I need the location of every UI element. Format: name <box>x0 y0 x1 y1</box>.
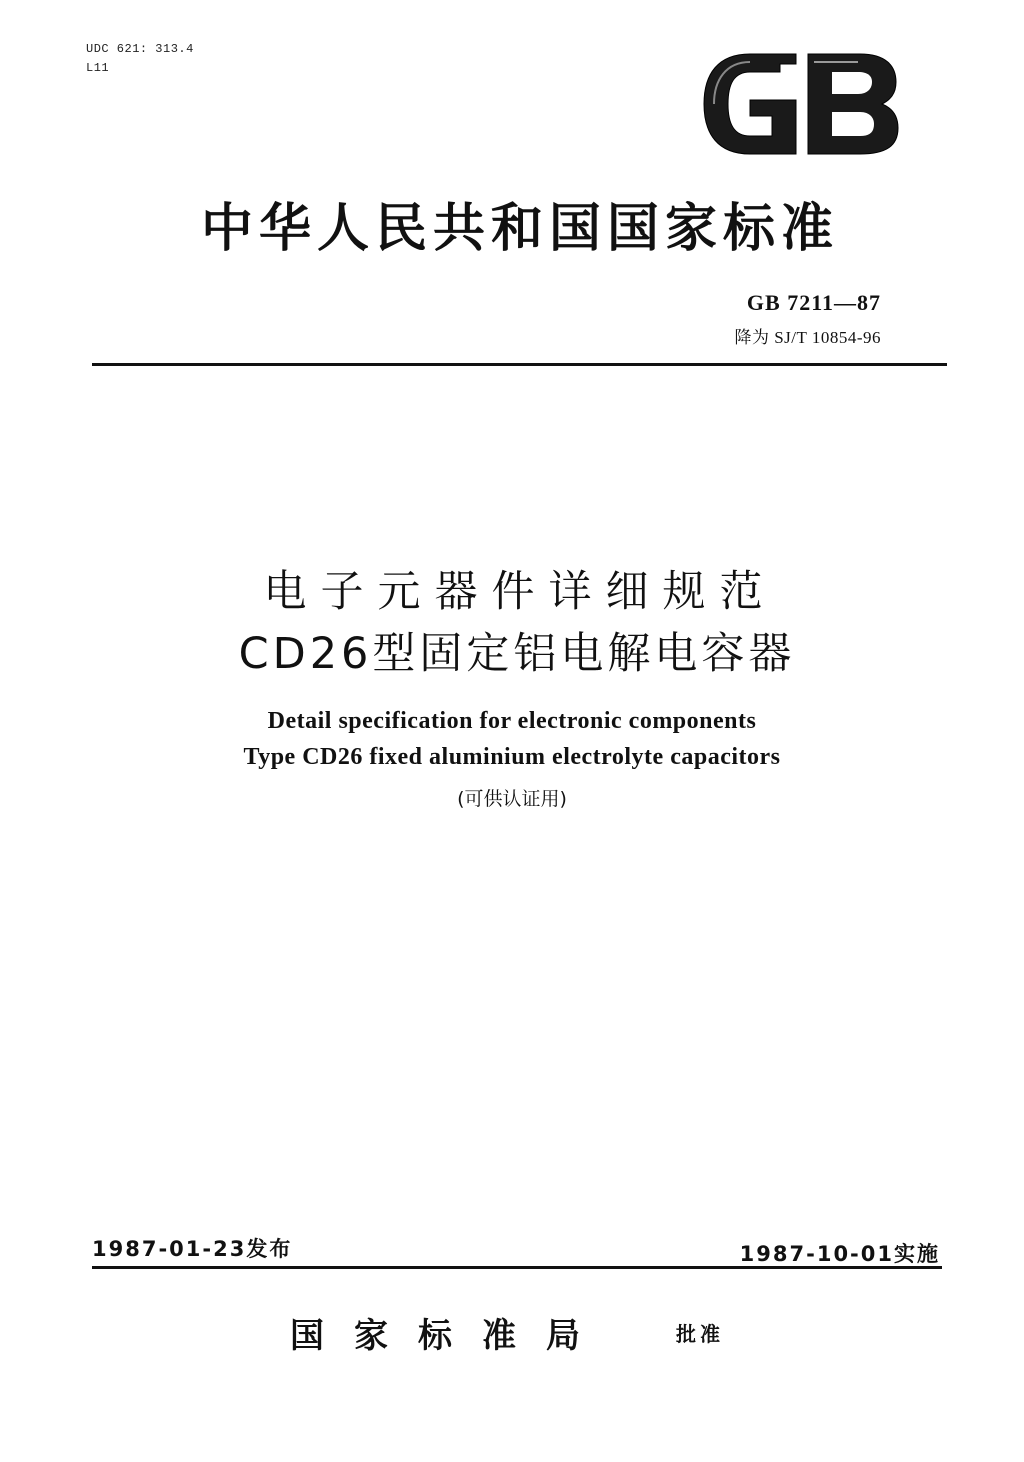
approval-label: 批准 <box>676 1322 724 1346</box>
english-title-line1: Detail specification for electronic components <box>267 708 757 734</box>
replaced-by-note: 降为 SJ/T 10854-96 <box>734 328 881 347</box>
top-divider <box>92 363 947 366</box>
bottom-divider <box>92 1266 942 1269</box>
chinese-title-line2: CD26型固定铝电解电容器 <box>238 629 796 679</box>
certification-note: (可供认证用) <box>457 788 567 810</box>
standard-number: GB 7211—87 <box>746 290 881 315</box>
gb-logo <box>700 50 900 158</box>
udc-code: UDC 621: 313.4 <box>86 42 194 56</box>
issuing-authority: 国家标准局 <box>290 1316 610 1356</box>
english-title-line2: Type CD26 fixed aluminium electrolyte capacitors <box>243 744 781 770</box>
classification-code: L11 <box>86 61 110 75</box>
chinese-title-line1: 电子元器件详细规范 <box>263 567 777 617</box>
issue-date: 1987-01-23发布 <box>92 1237 293 1261</box>
national-standard-heading: 中华人民共和国国家标准 <box>200 199 839 259</box>
implementation-date: 1987-10-01实施 <box>739 1242 940 1266</box>
